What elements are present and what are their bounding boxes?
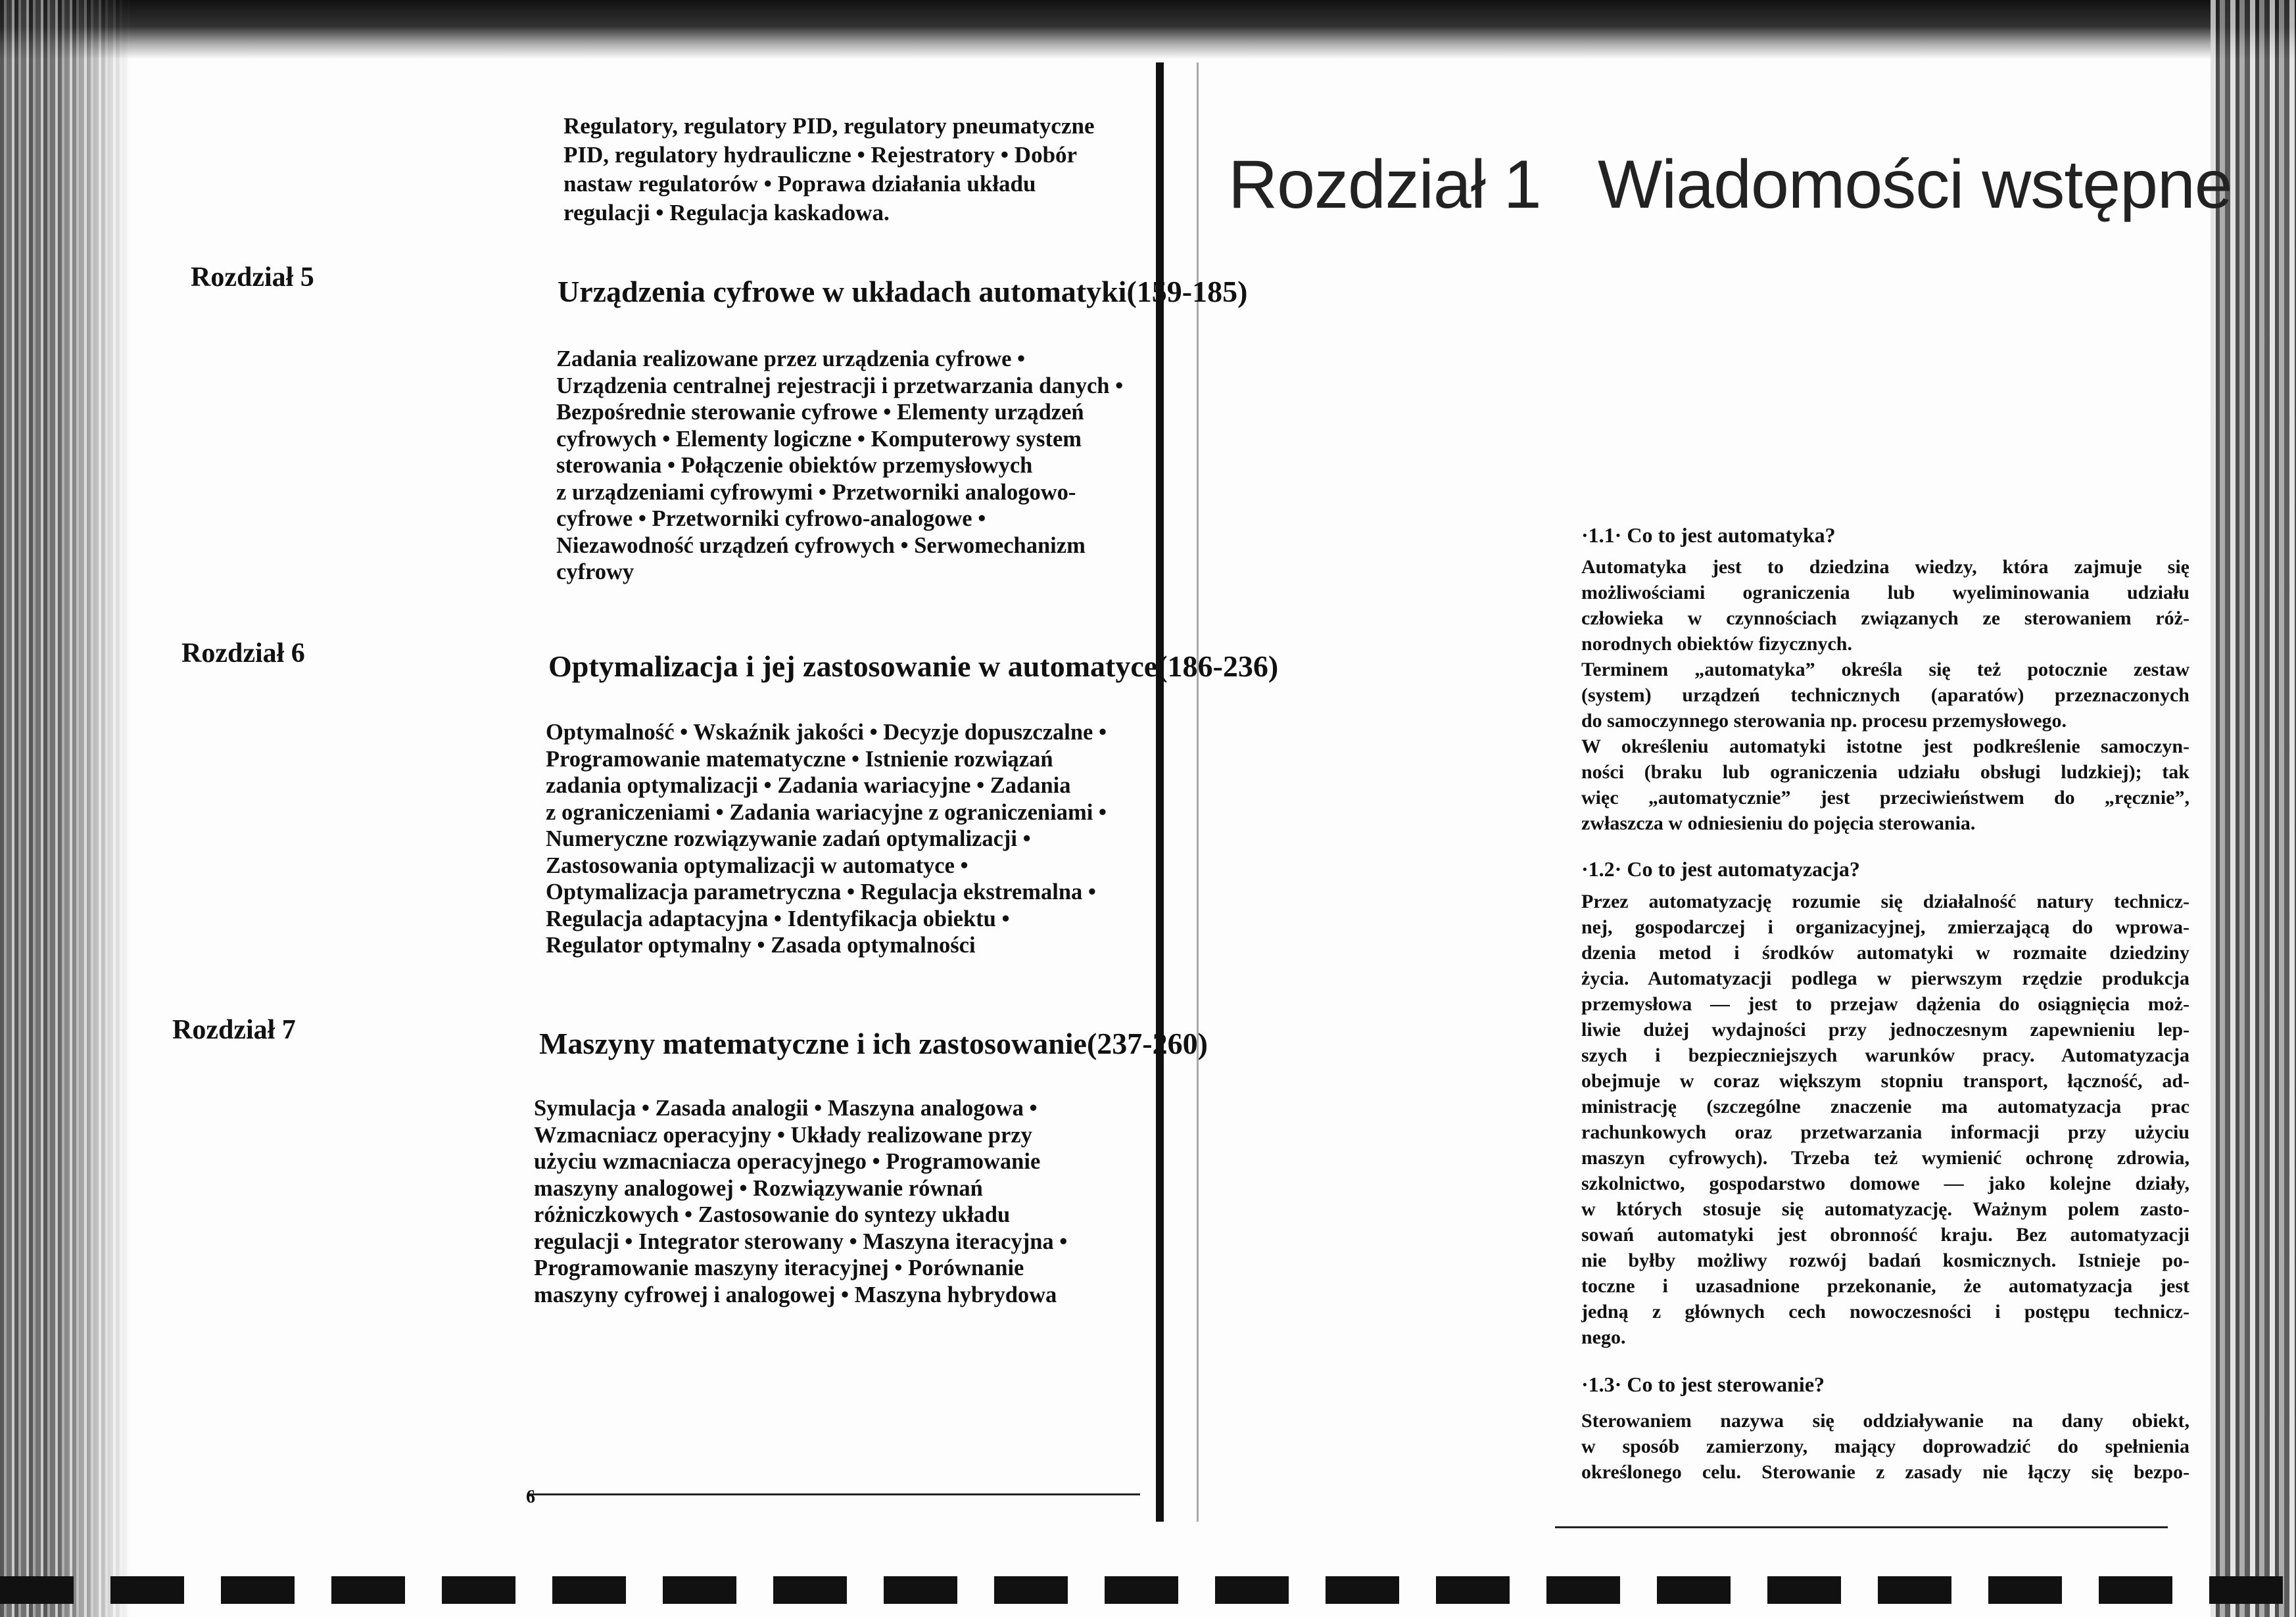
toc-chapter-label: Rozdział 6 bbox=[181, 638, 305, 668]
text-line: życia. Automatyzacji podlega w pierwszym rzędzie produkcja bbox=[1581, 968, 2189, 989]
text-line: sowań automatyki jest obronność kraju. Bez automatyzacji bbox=[1581, 1224, 2189, 1246]
text-line: maszyny analogowej • Rozwiązywanie równań bbox=[534, 1175, 983, 1201]
page-number: 6 bbox=[526, 1487, 535, 1507]
text-line: Regulator optymalny • Zasada optymalności bbox=[546, 933, 976, 958]
toc-chapter-title bbox=[558, 275, 1247, 309]
text-line: cyfrowych • Elementy logiczne • Komputerowy system bbox=[556, 426, 1082, 452]
text-line: nastaw regulatorów • Poprawa działania układu bbox=[563, 171, 1036, 197]
text-line: różniczkowych • Zastosowanie do syntezy układu bbox=[534, 1202, 1011, 1227]
toc-chapter-title bbox=[548, 649, 1278, 684]
text-line: nego. bbox=[1581, 1326, 1626, 1348]
text-line: obejmuje w coraz większym stopniu transport, łączność, ad- bbox=[1581, 1070, 2189, 1092]
text-line: szych i bezpieczniejszych warunków pracy. Automatyzacja bbox=[1581, 1044, 2189, 1066]
text-line: dzenia metod i środków automatyki w rozmaite dziedziny bbox=[1581, 942, 2189, 964]
text-line: z urządzeniami cyfrowymi • Przetworniki analogowo- bbox=[556, 479, 1076, 505]
text-line: zwłaszcza w odniesieniu do pojęcia sterowania. bbox=[1581, 812, 1976, 834]
text-line: Maszyny matematyczne i ich zastosowanie bbox=[539, 1027, 1087, 1060]
chapter-label: Rozdział 1 bbox=[1228, 147, 1541, 223]
text-line: Bezpośrednie sterowanie cyfrowe • Elementy urządzeń bbox=[556, 400, 1084, 425]
text-line: Niezawodność urządzeń cyfrowych • Serwomechanizm bbox=[556, 532, 1086, 558]
scan-left-edge bbox=[0, 0, 132, 1617]
text-line: możliwościami ograniczenia lub wyeliminowania udziału bbox=[1581, 582, 2189, 603]
text-line: określonego celu. Sterowanie z zasady nie łączy się bezpo- bbox=[1581, 1461, 2189, 1483]
text-line: W określeniu automatyki istotne jest podkreślenie samoczyn- bbox=[1581, 736, 2189, 757]
toc-chapter-topics bbox=[546, 719, 1107, 959]
scan-bottom-border bbox=[0, 1576, 2296, 1604]
text-line: regulacji • Regulacja kaskadowa. bbox=[563, 200, 890, 225]
text-line: Programowanie maszyny iteracyjnej • Porównanie bbox=[534, 1255, 1024, 1280]
footer-rule bbox=[1555, 1526, 2168, 1528]
text-line: przemysłowa — jest to przejaw dążenia do osiągnięcia moż- bbox=[1581, 993, 2189, 1015]
text-line: Numeryczne rozwiązywanie zadań optymalizacji • bbox=[546, 826, 1031, 851]
text-line: Urządzenia cyfrowe w układach automatyki bbox=[558, 275, 1127, 308]
text-line: (system) urządzeń technicznych (aparatów) przeznaczonych bbox=[1581, 684, 2189, 706]
scan-right-edge bbox=[2211, 0, 2296, 1617]
section-heading: ·1.2· Co to jest automatyzacja? bbox=[1581, 857, 1860, 881]
section-body bbox=[1581, 889, 2189, 1350]
paragraph bbox=[1581, 1408, 2189, 1485]
text-line: liwie dużej wydajności przy jednoczesnym zapewnieniu lep- bbox=[1581, 1019, 2189, 1041]
text-line: do samoczynnego sterowania np. procesu przemysłowego. bbox=[1581, 710, 2067, 732]
text-line: Terminem „automatyka” określa się też potocznie zestaw bbox=[1581, 659, 2189, 680]
text-line: ministrację (szczególne znaczenie ma automatyzacja prac bbox=[1581, 1096, 2189, 1117]
text-line: Sterowaniem nazywa się oddziaływanie na dany obiekt, bbox=[1581, 1410, 2189, 1432]
section-body bbox=[1581, 554, 2189, 836]
paragraph bbox=[1581, 734, 2189, 836]
text-line: Symulacja • Zasada analogii • Maszyna analogowa • bbox=[534, 1096, 1038, 1121]
text-line: Optymalizacja i jej zastosowanie w automatyce bbox=[548, 649, 1158, 683]
footer-rule bbox=[527, 1493, 1140, 1495]
text-line: toczne i uzasadnione przekonanie, że automatyzacja jest bbox=[1581, 1275, 2189, 1297]
toc-chapter-title bbox=[539, 1027, 1208, 1061]
toc-chapter-topics bbox=[556, 346, 1123, 586]
text-line: maszyny cyfrowej i analogowej • Maszyna hybrydowa bbox=[534, 1282, 1057, 1307]
text-line: (237-260) bbox=[1086, 1027, 1208, 1060]
text-line: sterowania • Połączenie obiektów przemysłowych bbox=[556, 453, 1033, 478]
text-line: w których stosuje się automatyzację. Ważnym polem zasto- bbox=[1581, 1198, 2189, 1220]
text-line: Programowanie matematyczne • Istnienie rozwiązań bbox=[546, 746, 1053, 772]
text-line: regulacji • Integrator sterowany • Maszyna iteracyjna • bbox=[534, 1229, 1068, 1254]
text-line: Zadania realizowane przez urządzenia cyfrowe • bbox=[556, 346, 1026, 371]
text-line: Regulacja adaptacyjna • Identyfikacja obiektu • bbox=[546, 906, 1010, 931]
text-line: maszyn cyfrowych). Trzeba też wymienić ochronę zdrowia, bbox=[1581, 1147, 2189, 1169]
text-line: z ograniczeniami • Zadania wariacyjne z ograniczeniami • bbox=[546, 799, 1107, 825]
text-line: użyciu wzmacniacza operacyjnego • Programowanie bbox=[534, 1149, 1041, 1174]
chapter-title: Wiadomości wstępne bbox=[1598, 147, 2232, 223]
toc-continuation bbox=[563, 112, 1094, 227]
paragraph bbox=[1581, 657, 2189, 734]
section-heading: ·1.3· Co to jest sterowanie? bbox=[1581, 1372, 1825, 1396]
text-line: cyfrowy bbox=[556, 559, 634, 584]
scan-top-shadow bbox=[0, 0, 2296, 59]
text-line: Optymalność • Wskaźnik jakości • Decyzje dopuszczalne • bbox=[546, 720, 1107, 745]
toc-chapter-label: Rozdział 7 bbox=[172, 1015, 296, 1045]
text-line: (186-236) bbox=[1157, 649, 1279, 683]
text-line: człowieka w czynnościach związanych ze sterowaniem róż- bbox=[1581, 607, 2189, 629]
toc-chapter-label: Rozdział 5 bbox=[191, 262, 314, 293]
section-heading: ·1.1· Co to jest automatyka? bbox=[1581, 523, 1836, 547]
paragraph bbox=[1581, 554, 2189, 657]
text-line: cyfrowe • Przetworniki cyfrowo-analogowe • bbox=[556, 506, 986, 531]
section-body bbox=[1581, 1408, 2189, 1485]
text-line: norodnych obiektów fizycznych. bbox=[1581, 633, 1852, 655]
text-line: rachunkowych oraz przetwarzania informacji przy użyciu bbox=[1581, 1121, 2189, 1143]
text-line: jedną z głównych cech nowoczesności i postępu technicz- bbox=[1581, 1301, 2189, 1323]
text-line: w sposób zamierzony, mający doprowadzić do spełnienia bbox=[1581, 1436, 2189, 1457]
text-line: nej, gospodarczej i organizacyjnej, zmierzającą do wprowa- bbox=[1581, 916, 2189, 938]
paragraph bbox=[1581, 889, 2189, 1350]
text-line: Automatyka jest to dziedzina wiedzy, która zajmuje się bbox=[1581, 556, 2189, 578]
text-line: ności (braku lub ograniczenia udziału obsługi ludzkiej); tak bbox=[1581, 761, 2189, 783]
text-line: Urządzenia centralnej rejestracji i przetwarzania danych • bbox=[556, 373, 1124, 398]
text-line: Zastosowania optymalizacji w automatyce • bbox=[546, 853, 969, 878]
text-line: szkolnictwo, gospodarstwo domowe — jako kolejne działy, bbox=[1581, 1173, 2189, 1194]
text-line: Regulatory, regulatory PID, regulatory pneumatyczne bbox=[563, 113, 1095, 139]
text-line: Optymalizacja parametryczna • Regulacja ekstremalna • bbox=[546, 879, 1096, 904]
text-line: Wzmacniacz operacyjny • Układy realizowane przy bbox=[534, 1122, 1032, 1148]
text-line: (159-185) bbox=[1126, 275, 1248, 308]
text-line: nie byłby możliwy rozwój badań kosmicznych. Istnieje po- bbox=[1581, 1250, 2189, 1271]
text-line: zadania optymalizacji • Zadania wariacyjne • Zadania bbox=[546, 773, 1071, 798]
text-line: więc „automatycznie” jest przeciwieństwem do „ręcznie”, bbox=[1581, 787, 2189, 808]
text-line: Przez automatyzację rozumie się działalność natury technicz- bbox=[1581, 891, 2189, 912]
text-line: PID, regulatory hydrauliczne • Rejestratory • Dobór bbox=[563, 142, 1078, 168]
toc-chapter-topics bbox=[534, 1095, 1067, 1308]
